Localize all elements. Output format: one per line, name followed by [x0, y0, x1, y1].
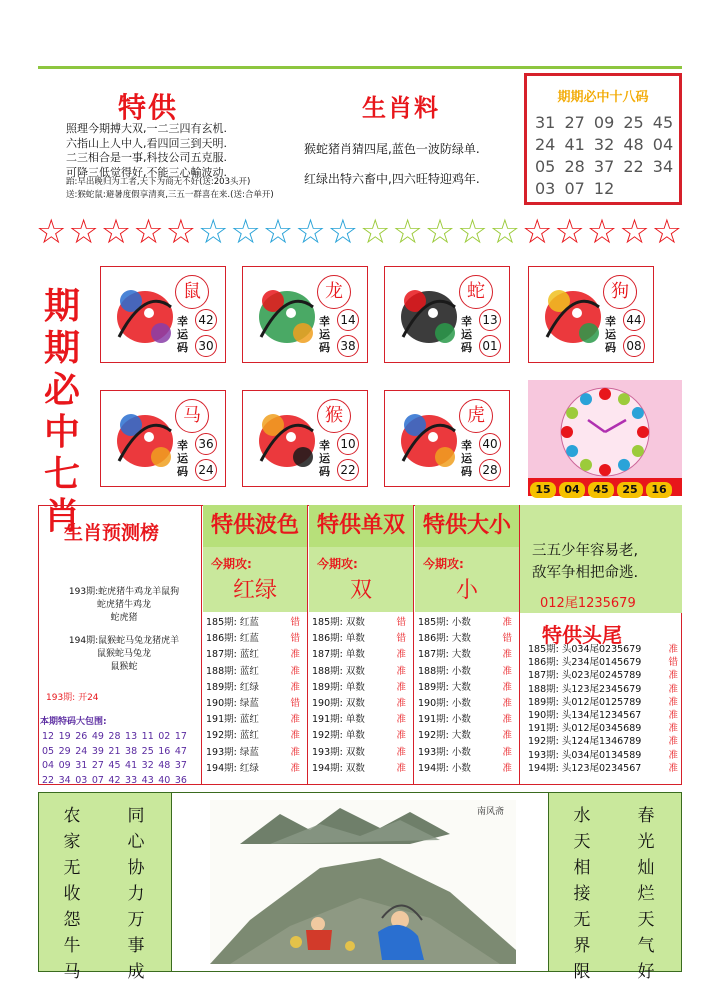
lucky-label: 幸运码 — [605, 315, 616, 354]
rank-line: 鼠猴蛇 — [110, 662, 138, 672]
tegong-lines — [66, 122, 296, 180]
history-text: 194期: 小数 — [418, 762, 471, 774]
history-text: 192期: 蓝红 — [206, 730, 259, 742]
head-tail-mark: 准 — [668, 644, 678, 655]
feature-panel-attack — [309, 547, 413, 612]
feature-panel-title: 特供大小 — [415, 505, 519, 547]
tegong-small — [66, 176, 306, 202]
shengxiao-title: 生肖料 — [362, 94, 440, 122]
shengxiao-line2: 红绿出特六畜中,四六旺特迎鸡年. — [304, 172, 480, 186]
head-tail-text: 187期: 头023尾0245789 — [528, 670, 642, 682]
history-row — [418, 761, 512, 777]
attack-label: 今期攻: — [211, 557, 252, 571]
history-mark: 准 — [502, 681, 512, 693]
clock-dot — [618, 459, 630, 471]
clock-number: 25 — [617, 482, 643, 498]
lucky-label: 幸运码 — [319, 439, 330, 478]
head-tail-mark: 准 — [668, 736, 678, 748]
zodiac-name: 猴 — [317, 399, 351, 433]
clock-icon — [528, 380, 682, 480]
history-mark: 准 — [396, 730, 406, 742]
poem-column: 农家无收怨牛马 — [63, 806, 81, 982]
history-row — [206, 696, 300, 712]
history-text: 188期: 双数 — [312, 665, 365, 677]
lucky-number: 22 — [337, 459, 359, 481]
history-row — [206, 631, 300, 647]
dragon-papercut-icon — [251, 277, 323, 353]
history-text: 188期: 小数 — [418, 665, 471, 677]
attack-label: 今期攻: — [423, 557, 464, 571]
history-row — [418, 728, 512, 744]
star-icon: ☆ — [457, 212, 488, 252]
lucky-number: 40 — [479, 433, 501, 455]
tail-numbers: 012尾1235679 — [540, 596, 636, 611]
eighteen-code-box — [524, 73, 682, 205]
head-tail-title: 特供头尾 — [542, 623, 622, 647]
zodiac-card — [100, 266, 226, 363]
history-text: 194期: 红绿 — [206, 762, 259, 774]
history-mark: 准 — [396, 649, 406, 661]
head-tail-text: 185期: 头034尾0235679 — [528, 644, 642, 655]
history-row — [418, 631, 512, 647]
star-icon: ☆ — [133, 212, 164, 252]
head-tail-row — [528, 735, 678, 748]
tiger-papercut-icon — [393, 401, 465, 477]
lucky-number: 10 — [337, 433, 359, 455]
history-text: 189期: 单数 — [312, 681, 365, 693]
poem-line: 敌军争相把命逃. — [532, 565, 639, 581]
history-row — [312, 696, 406, 712]
rank-list — [44, 586, 204, 674]
clock-number: 16 — [646, 482, 672, 498]
history-row — [206, 664, 300, 680]
eighteen-code-title: 期期必中十八码 — [557, 90, 649, 105]
history-mark: 准 — [396, 698, 406, 710]
zodiac-name: 狗 — [603, 275, 637, 309]
history-text: 191期: 蓝红 — [206, 714, 259, 726]
history-mark: 准 — [290, 665, 300, 677]
head-tail-row — [528, 709, 678, 722]
zodiac-card — [100, 390, 226, 487]
head-tail-text: 193期: 头034尾0134589 — [528, 749, 642, 761]
bottom-left-poem — [38, 792, 172, 982]
lucky-label: 幸运码 — [177, 439, 188, 478]
history-row — [312, 631, 406, 647]
history-text: 190期: 小数 — [418, 698, 471, 710]
star-icon: ☆ — [327, 212, 359, 252]
history-text: 191期: 单数 — [312, 714, 365, 726]
attack-value: 双 — [349, 578, 372, 603]
history-row — [418, 745, 512, 761]
history-mark: 错 — [502, 633, 512, 645]
history-mark: 错 — [396, 633, 406, 645]
history-mark: 准 — [290, 649, 300, 661]
history-mark: 准 — [502, 730, 512, 742]
history-row — [206, 761, 300, 777]
head-tail-mark: 准 — [668, 710, 678, 722]
head-tail-mark: 准 — [668, 696, 678, 708]
head-tail-text: 192期: 头124尾1346789 — [528, 736, 642, 748]
history-text: 185期: 小数 — [418, 617, 471, 628]
history-mark: 准 — [396, 681, 406, 693]
history-text: 187期: 大数 — [418, 649, 471, 661]
head-tail-mark: 准 — [668, 683, 678, 695]
painting-caption: 南风斋 — [476, 807, 504, 817]
history-text: 189期: 大数 — [418, 681, 471, 693]
bag-numbers: 12 19 26 49 28 13 11 02 17 05 29 24 39 21 38 25 16 47 04 09 31 27 45 41 32 48 37 22 34 03 07 42 33 43 40 36 — [42, 731, 187, 786]
head-tail-text: 189期: 头012尾0125789 — [528, 696, 642, 708]
clock-dot — [618, 393, 630, 405]
history-row — [418, 664, 512, 680]
history-text: 192期: 单数 — [312, 730, 365, 742]
history-row — [418, 647, 512, 663]
history-mark: 错 — [290, 698, 300, 710]
zodiac-name: 鼠 — [175, 275, 209, 309]
history-mark: 准 — [502, 762, 512, 774]
history-row — [312, 647, 406, 663]
history-mark: 错 — [290, 633, 300, 645]
clock-number: 15 — [530, 482, 556, 498]
clock-dot — [561, 426, 573, 438]
snake-papercut-icon — [393, 277, 465, 353]
head-tail-mark: 准 — [668, 762, 678, 774]
history-text: 187期: 蓝红 — [206, 649, 259, 661]
zodiac-card — [242, 390, 368, 487]
history-text: 186期: 大数 — [418, 633, 471, 645]
poem-column: 水天相接无界限 — [573, 806, 591, 982]
history-mark: 准 — [502, 617, 512, 628]
feature-panel-rows — [418, 615, 512, 777]
head-tail-text: 190期: 头134尾1234567 — [528, 710, 642, 722]
history-mark: 准 — [396, 665, 406, 677]
horse-papercut-icon — [109, 401, 181, 477]
history-mark: 准 — [396, 714, 406, 726]
tegong-line: 照理今期搏大双,一二三四有玄机. — [66, 122, 227, 135]
clock-dot — [566, 445, 578, 457]
ink-landscape-painting-icon — [210, 800, 516, 964]
rank-line: 鼠猴蛇马兔龙 — [96, 649, 151, 659]
lucky-number: 14 — [337, 309, 359, 331]
history-row — [312, 615, 406, 631]
star-icon: ☆ — [198, 212, 229, 252]
clock-dot — [580, 393, 592, 405]
dog-papercut-icon — [537, 277, 609, 353]
head-tail-row — [528, 669, 678, 682]
clock-number: 04 — [559, 482, 585, 498]
attack-value: 红绿 — [232, 578, 277, 603]
history-row — [206, 615, 300, 631]
zodiac-name: 龙 — [317, 275, 351, 309]
head-tail-row — [528, 683, 678, 696]
lucky-number: 44 — [623, 309, 645, 331]
zodiac-card — [242, 266, 368, 363]
history-text: 193期: 双数 — [312, 746, 365, 758]
eighteen-code-numbers: 31 27 09 25 45 24 41 32 48 04 05 28 37 22 34 03 07 12 — [535, 113, 674, 198]
feature-panel-title: 特供单双 — [309, 505, 413, 547]
history-mark: 准 — [502, 649, 512, 661]
star-icon: ☆ — [36, 212, 67, 252]
history-text: 188期: 蓝红 — [206, 665, 259, 677]
monkey-papercut-icon — [251, 401, 323, 477]
attack-label: 今期攻: — [317, 557, 358, 571]
star-icon: ☆ — [262, 212, 294, 252]
head-tail-row — [528, 722, 678, 735]
star-icon: ☆ — [424, 212, 456, 252]
history-row — [418, 615, 512, 631]
history-row — [206, 712, 300, 728]
history-mark: 错 — [396, 617, 406, 628]
feature-panel-rows — [206, 615, 300, 777]
rat-papercut-icon — [109, 277, 181, 353]
history-mark: 准 — [290, 730, 300, 742]
history-text: 193期: 绿蓝 — [206, 746, 259, 758]
zodiac-name: 虎 — [459, 399, 493, 433]
tegong-small-line: 跆:早出晚归为工者,天下为商无不好(送:203头开) — [66, 177, 251, 187]
lucky-number: 08 — [623, 335, 645, 357]
poem-line: 三五少年容易老, — [532, 543, 639, 559]
rank-line: 194期:鼠猴蛇马兔龙猪虎羊 — [68, 636, 180, 646]
bag-title: 本期特码大包围: — [40, 717, 107, 727]
history-mark: 准 — [502, 698, 512, 710]
lucky-label: 幸运码 — [177, 315, 188, 354]
history-row — [206, 647, 300, 663]
history-mark: 准 — [290, 681, 300, 693]
history-text: 185期: 双数 — [312, 617, 365, 628]
star-icon: ☆ — [68, 212, 99, 252]
history-mark: 错 — [290, 617, 300, 628]
clock-dot — [599, 388, 611, 400]
history-text: 190期: 双数 — [312, 698, 365, 710]
head-tail-mark: 准 — [668, 749, 678, 761]
lucky-label: 幸运码 — [319, 315, 330, 354]
head-tail-row — [528, 643, 678, 656]
top-divider — [38, 66, 682, 69]
history-mark: 准 — [396, 746, 406, 758]
history-text: 186期: 红蓝 — [206, 633, 259, 645]
clock-dot — [637, 426, 649, 438]
head-tail-rows — [528, 643, 678, 775]
lucky-number: 13 — [479, 309, 501, 331]
poem — [532, 540, 682, 584]
lucky-number: 28 — [479, 459, 501, 481]
history-mark: 准 — [502, 665, 512, 677]
seven-zodiac-title: 期期必中七肖 — [43, 286, 80, 537]
head-tail-text: 194期: 头123尾0234567 — [528, 762, 642, 774]
history-row — [312, 728, 406, 744]
bottom-right-poem — [548, 792, 682, 982]
history-row — [418, 680, 512, 696]
feature-panel-attack — [415, 547, 519, 612]
history-text: 186期: 单数 — [312, 633, 365, 645]
clock-numbers — [528, 478, 682, 496]
rank-result: 193期: 开24 — [46, 693, 99, 703]
history-mark: 准 — [290, 762, 300, 774]
attack-value: 小 — [455, 578, 478, 603]
star-icon: ☆ — [165, 212, 197, 252]
zodiac-card — [384, 266, 510, 363]
shengxiao-line1: 猴蛇猪肖猜四尾,蓝色一波防绿单. — [304, 142, 480, 156]
history-row — [312, 745, 406, 761]
history-mark: 准 — [502, 714, 512, 726]
history-text: 193期: 小数 — [418, 746, 471, 758]
tegong-line: 六指山上人中人,看四回三到天明. — [66, 136, 227, 150]
history-text: 191期: 小数 — [418, 714, 471, 726]
history-row — [206, 680, 300, 696]
clock-number: 45 — [588, 482, 614, 498]
star-icon: ☆ — [100, 212, 132, 252]
star-icon: ☆ — [651, 212, 683, 252]
history-mark: 准 — [290, 746, 300, 758]
history-row — [206, 728, 300, 744]
rank-spacer — [44, 625, 204, 635]
history-row — [312, 712, 406, 728]
history-mark: 准 — [502, 746, 512, 758]
rank-line: 193期:蛇虎猪牛鸡龙羊鼠狗 — [68, 587, 180, 597]
lucky-number: 42 — [195, 309, 217, 331]
history-row — [312, 680, 406, 696]
clock-dot — [580, 459, 592, 471]
star-icon: ☆ — [489, 212, 521, 252]
history-text: 194期: 双数 — [312, 762, 365, 774]
history-text: 185期: 红蓝 — [206, 617, 259, 628]
head-tail-text: 188期: 头123尾2345679 — [528, 683, 642, 695]
tegong-small-line: 送:猴蛇鼠:避暑度假享清爽,三五一群喜在来.(送:合单开) — [66, 190, 274, 200]
history-row — [312, 664, 406, 680]
head-tail-text: 191期: 头012尾0345689 — [528, 723, 642, 735]
tegong-line: 可降三低觉得好,不能三心輸波动. — [66, 165, 227, 179]
clock-dot — [599, 464, 611, 476]
history-text: 189期: 红绿 — [206, 681, 259, 693]
star-icon: ☆ — [619, 212, 650, 252]
rank-title: 生肖预测榜 — [64, 522, 160, 544]
feature-panel-title: 特供波色 — [203, 505, 307, 547]
zodiac-card — [384, 390, 510, 487]
poem-column: 同心协力万事成 — [127, 806, 145, 982]
clock-dot — [566, 407, 578, 419]
star-icon: ☆ — [295, 212, 326, 252]
star-icon: ☆ — [392, 212, 423, 252]
feature-panel-rows — [312, 615, 406, 777]
poem-column: 春光灿烂天气好 — [637, 806, 655, 982]
tegong-line: 二三相合是一事,科技公司五克服. — [66, 151, 227, 164]
star-icon: ☆ — [586, 212, 618, 252]
head-tail-mark: 错 — [668, 657, 678, 669]
zodiac-name: 蛇 — [459, 275, 493, 309]
history-text: 190期: 绿蓝 — [206, 698, 259, 710]
head-tail-row — [528, 749, 678, 762]
head-tail-row — [528, 762, 678, 775]
lucky-number: 30 — [195, 335, 217, 357]
history-row — [418, 712, 512, 728]
lucky-number: 24 — [195, 459, 217, 481]
rank-line: 蛇虎猪牛鸡龙 — [96, 600, 151, 610]
star-icon: ☆ — [230, 212, 261, 252]
head-tail-mark: 准 — [668, 670, 678, 682]
head-tail-mark: 准 — [668, 723, 678, 735]
history-text: 192期: 大数 — [418, 730, 471, 742]
head-tail-row — [528, 656, 678, 669]
feature-panel-attack — [203, 547, 307, 612]
history-row — [418, 696, 512, 712]
history-text: 187期: 单数 — [312, 649, 365, 661]
lucky-number: 38 — [337, 335, 359, 357]
lucky-number: 01 — [479, 335, 501, 357]
head-tail-row — [528, 696, 678, 709]
tegong-title: 特供 — [118, 91, 179, 124]
zodiac-name: 马 — [175, 399, 209, 433]
rank-line: 蛇虎猪 — [110, 613, 138, 623]
clock-dot — [632, 445, 644, 457]
star-icon: ☆ — [360, 212, 391, 252]
head-tail-text: 186期: 头234尾0145679 — [528, 657, 642, 669]
star-row — [36, 214, 684, 250]
history-row — [312, 761, 406, 777]
star-icon: ☆ — [522, 212, 553, 252]
lucky-label: 幸运码 — [461, 439, 472, 478]
zodiac-card — [528, 266, 654, 363]
lucky-number: 36 — [195, 433, 217, 455]
history-row — [206, 745, 300, 761]
lucky-label: 幸运码 — [461, 315, 472, 354]
history-mark: 准 — [396, 762, 406, 774]
history-mark: 准 — [290, 714, 300, 726]
star-icon: ☆ — [554, 212, 585, 252]
clock-dot — [632, 407, 644, 419]
